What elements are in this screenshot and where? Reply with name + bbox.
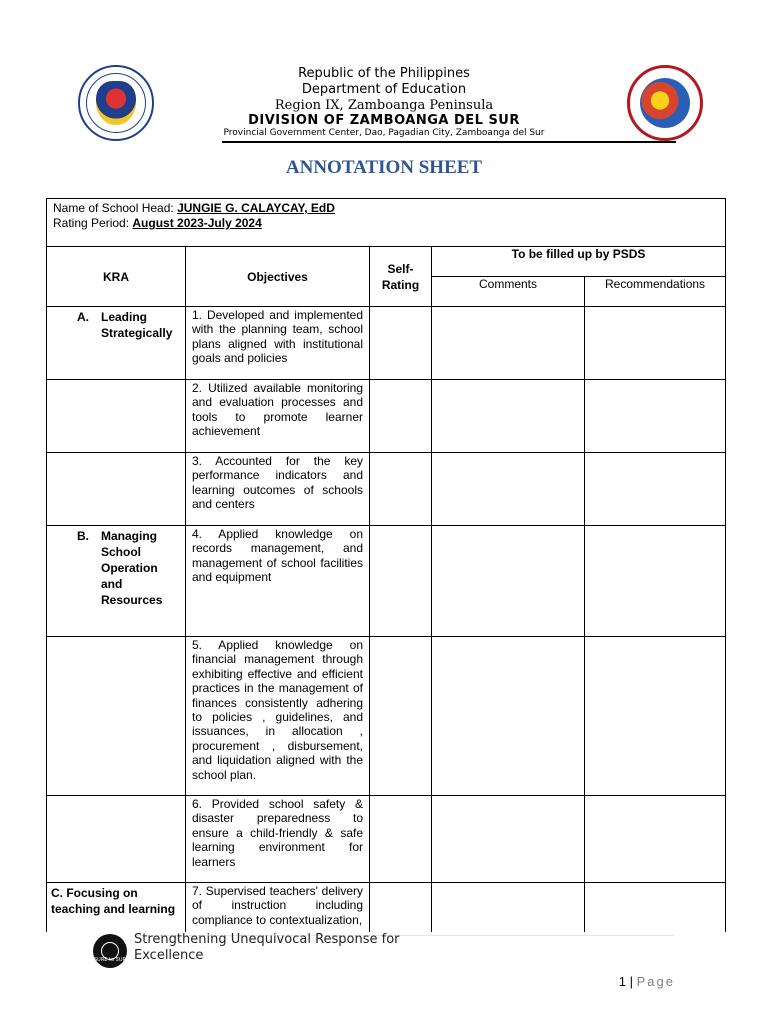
- table-row: [47, 796, 726, 883]
- recommendations-cell[interactable]: [585, 453, 726, 526]
- rating-period-line: Rating Period: August 2023-July 2024: [53, 216, 262, 230]
- recommendations-cell[interactable]: [585, 307, 726, 380]
- footer-tagline: Strengthening Unequivocal Response for Excellence: [134, 932, 400, 963]
- self-rating-column-header: Self-Rating: [370, 247, 432, 307]
- header-department: Department of Education: [301, 82, 467, 97]
- objective-4: 4. Applied knowledge on records management, and management of school facilities and equipment: [186, 526, 370, 637]
- header-region: Region IX, Zamboanga Peninsula: [274, 98, 494, 113]
- objective-7: 7. Supervised teachers' delivery of instruction including compliance to contextualization,: [186, 883, 370, 933]
- comments-cell[interactable]: [432, 526, 585, 637]
- objective-5: 5. Applied knowledge on financial management through exhibiting effective and efficient practices in the management of finances consistently adhering to policies , guidelines, and issuances, in allocation , procurement , disbursement, and liquidation aligned with the school plan.: [186, 637, 370, 796]
- info-cell: [47, 199, 726, 247]
- kra-cell-empty: [47, 453, 186, 526]
- self-rating-cell[interactable]: [370, 796, 432, 883]
- table-row: [47, 526, 726, 637]
- recommendations-cell[interactable]: [585, 526, 726, 637]
- self-rating-cell[interactable]: [370, 526, 432, 637]
- self-rating-cell[interactable]: [370, 380, 432, 453]
- page-number: 1 | Page: [618, 974, 675, 989]
- kra-cell-a: A. Leading Strategically: [47, 307, 186, 380]
- kra-cell-b: B. Managing School Operation and Resources: [47, 526, 186, 637]
- recommendations-cell[interactable]: [585, 637, 726, 796]
- kra-column-header: KRA: [47, 247, 186, 307]
- objective-6: 6. Provided school safety & disaster preparedness to ensure a child-friendly & safe learning environment for learners: [186, 796, 370, 883]
- psds-group-header: To be filled up by PSDS: [432, 247, 726, 277]
- school-head-line: Name of School Head: JUNGIE G. CALAYCAY, EdD: [53, 201, 335, 215]
- kra-cell-empty: [47, 380, 186, 453]
- kra-b-label: Managing School Operation and Resources: [101, 529, 163, 607]
- rating-period-value: August 2023-July 2024: [132, 216, 262, 230]
- comments-cell[interactable]: [432, 637, 585, 796]
- self-rating-cell[interactable]: [370, 637, 432, 796]
- document-title: ANNOTATION SHEET: [285, 157, 483, 178]
- recommendations-cell[interactable]: [585, 796, 726, 883]
- table-row: [47, 307, 726, 380]
- header-republic: Republic of the Philippines: [298, 66, 470, 81]
- comments-column-header: Comments: [432, 277, 585, 307]
- kra-a-label: Leading Strategically: [101, 310, 173, 340]
- table-row: [47, 453, 726, 526]
- header-division: DIVISION OF ZAMBOANGA DEL SUR: [248, 113, 520, 128]
- table-row: [47, 883, 726, 933]
- objectives-column-header: Objectives: [186, 247, 370, 307]
- header-row-1: [47, 247, 726, 277]
- school-head-name: JUNGIE G. CALAYCAY, EdD: [177, 201, 335, 215]
- annotation-table-frame: [46, 198, 726, 932]
- recommendations-column-header: Recommendations: [585, 277, 726, 307]
- annotation-table: [46, 198, 726, 932]
- objective-2: 2. Utilized available monitoring and evaluation processes and tools to promote learner achievement: [186, 380, 370, 453]
- table-row: [47, 637, 726, 796]
- header-address: Provincial Government Center, Dao, Pagadian City, Zamboanga del Sur: [223, 128, 545, 138]
- comments-cell[interactable]: [432, 883, 585, 933]
- recommendations-cell[interactable]: [585, 380, 726, 453]
- comments-cell[interactable]: [432, 307, 585, 380]
- kra-cell-empty: [47, 796, 186, 883]
- objective-3: 3. Accounted for the key performance indicators and learning outcomes of schools and centers: [186, 453, 370, 526]
- self-rating-cell[interactable]: [370, 883, 432, 933]
- kra-c-label: C. Focusing on teaching and learning: [47, 883, 186, 933]
- info-row: [47, 199, 726, 247]
- sure-logo: SURE to SUR: [93, 934, 127, 968]
- objective-1: 1. Developed and implemented with the planning team, school plans aligned with institutional goals and policies: [186, 307, 370, 380]
- self-rating-cell[interactable]: [370, 453, 432, 526]
- comments-cell[interactable]: [432, 796, 585, 883]
- self-rating-cell[interactable]: [370, 307, 432, 380]
- header-divider: [222, 141, 676, 143]
- recommendations-cell[interactable]: [585, 883, 726, 933]
- table-row: [47, 380, 726, 453]
- kra-cell-empty: [47, 637, 186, 796]
- comments-cell[interactable]: [432, 380, 585, 453]
- comments-cell[interactable]: [432, 453, 585, 526]
